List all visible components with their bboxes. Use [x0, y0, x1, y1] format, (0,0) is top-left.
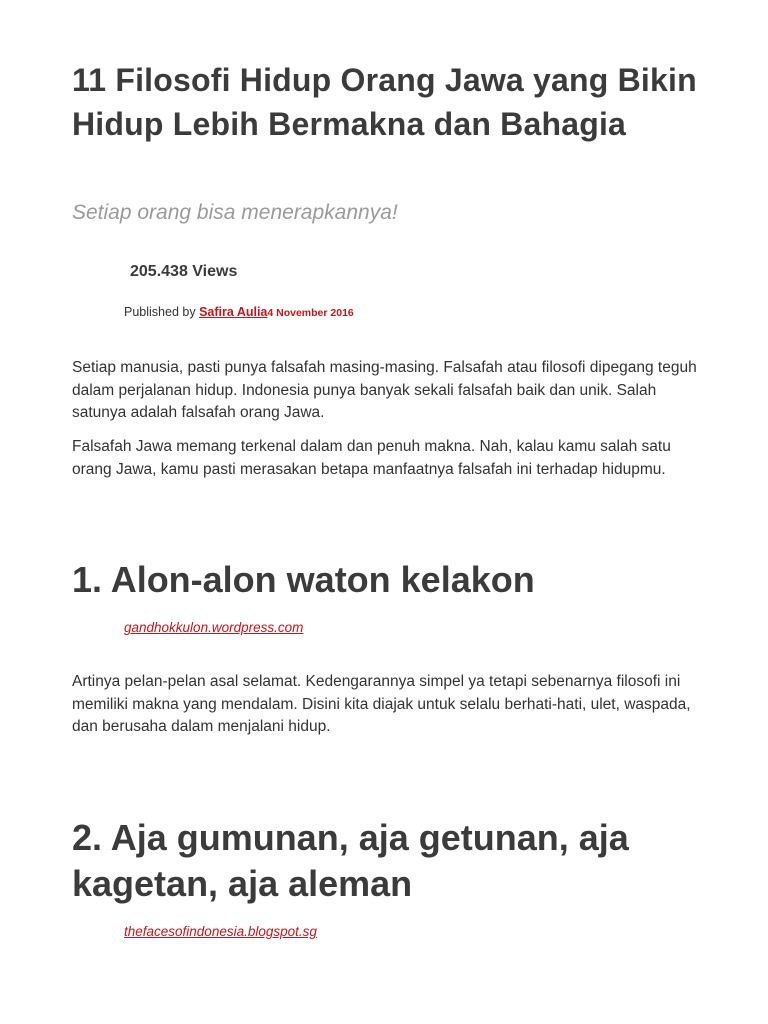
- section-heading: 1. Alon-alon waton kelakon: [72, 559, 535, 600]
- byline: [124, 305, 354, 319]
- article-title: 11 Filosofi Hidup Orang Jawa yang Bikin Hidup Lebih Bermakna dan Bahagia: [72, 62, 697, 142]
- author-link[interactable]: Safira Aulia: [199, 305, 268, 319]
- intro-paragraph: Setiap manusia, pasti punya falsafah masing-masing. Falsafah atau filosofi dipegang teguh dalam perjalanan hidup. Indonesia punya banyak sekali falsafah baik dan unik. Salah satunya adalah falsafah orang Jawa.: [72, 359, 697, 421]
- publish-date: 4 November 2016: [267, 307, 354, 319]
- view-count: 205.438 Views: [130, 263, 238, 280]
- intro-paragraph: Falsafah Jawa memang terkenal dalam dan penuh makna. Nah, kalau kamu salah satu orang Jawa, kamu pasti merasakan betapa manfaatnya falsafah ini terhadap hidupmu.: [72, 438, 671, 478]
- section-body: Artinya pelan-pelan asal selamat. Kedengarannya simpel ya tetapi sebenarnya filosofi ini memiliki makna yang mendalam. Disini kita diajak untuk selalu berhati-hati, ulet, waspada, dan berusaha dalam menjalani hidup.: [72, 673, 691, 735]
- published-by-label: Published by: [124, 305, 200, 319]
- image-source-link[interactable]: thefacesofindonesia.blogspot.sg: [124, 924, 317, 939]
- image-source-link[interactable]: gandhokkulon.wordpress.com: [124, 620, 304, 635]
- section-heading: 2. Aja gumunan, aja getunan, aja kagetan, aja aleman: [72, 817, 629, 904]
- article-subtitle: Setiap orang bisa menerapkannya!: [72, 201, 398, 224]
